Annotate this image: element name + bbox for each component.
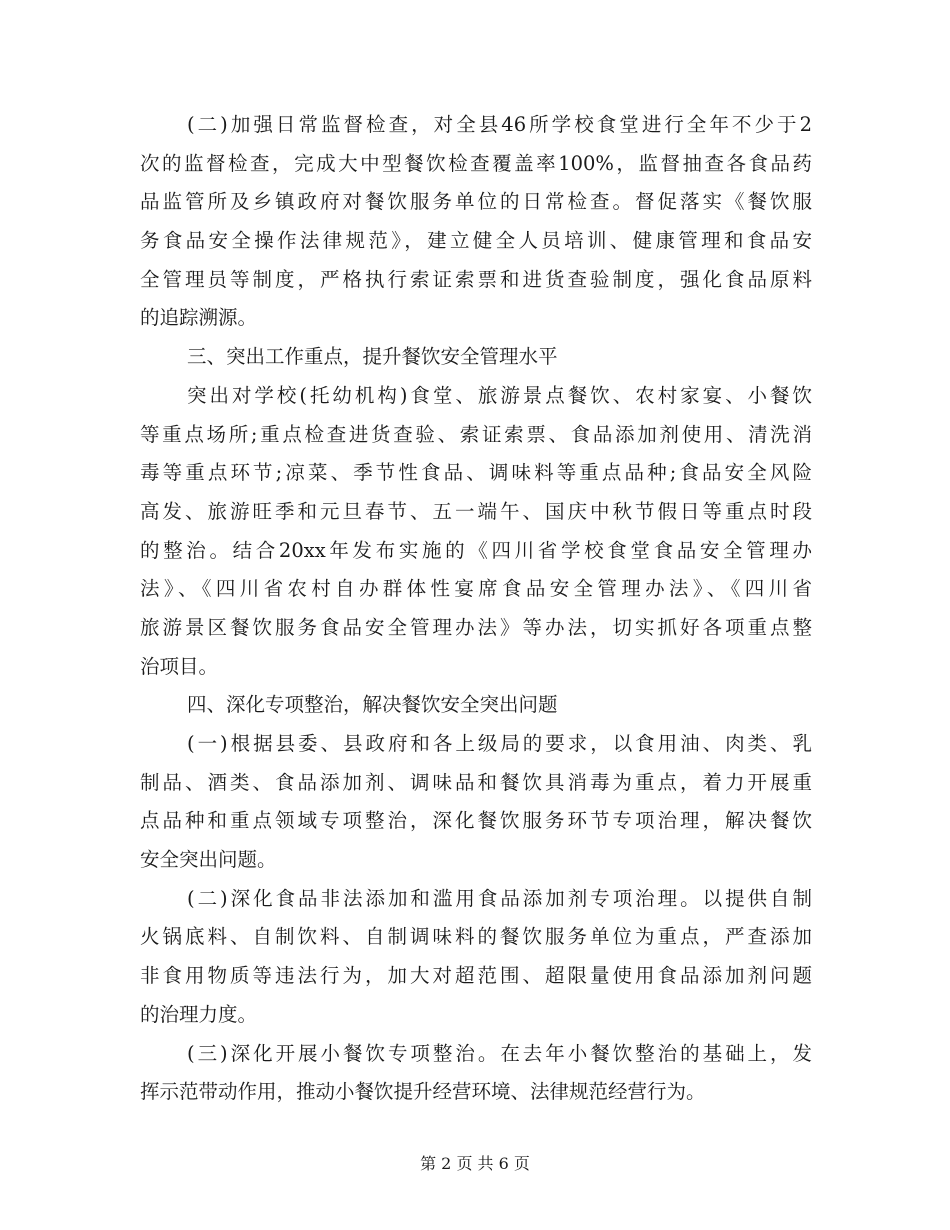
text-line: 安全突出问题。 <box>140 848 277 872</box>
text-line: 品监管所及乡镇政府对餐饮服务单位的日常检查。督促落实《餐饮服 <box>140 190 812 214</box>
text-line: 的整治。结合20xx年发布实施的《四川省学校食堂食品安全管理办 <box>140 538 812 562</box>
text-line: 法》、《四川省农村自办群体性宴席食品安全管理办法》、《四川省 <box>140 577 812 601</box>
text-line: (三)深化开展小餐饮专项整治。在去年小餐饮整治的基础上，发 <box>187 1041 812 1065</box>
text-line: 的追踪溯源。 <box>140 306 258 330</box>
text-line: 四、深化专项整治，解决餐饮安全突出问题 <box>187 693 558 717</box>
text-line: 毒等重点环节;凉菜、季节性食品、调味料等重点品种;食品安全风险 <box>140 461 812 485</box>
text-line: (一)根据县委、县政府和各上级局的要求，以食用油、肉类、乳 <box>187 732 812 755</box>
text-line: 突出对学校(托幼机构)食堂、旅游景点餐饮、农村家宴、小餐饮 <box>187 383 812 407</box>
text-line: 制品、酒类、食品添加剂、调味品和餐饮具消毒为重点，着力开展重 <box>140 770 812 794</box>
text-line: 治项目。 <box>140 654 219 678</box>
text-line: 非食用物质等违法行为，加大对超范围、超限量使用食品添加剂问题 <box>140 964 812 988</box>
text-line: 次的监督检查，完成大中型餐饮检查覆盖率100%，监督抽查各食品药 <box>140 151 812 175</box>
text-line: 等重点场所;重点检查进货查验、索证索票、食品添加剂使用、清洗消 <box>140 422 812 446</box>
text-line: (二)深化食品非法添加和滥用食品添加剂专项治理。以提供自制 <box>187 886 812 910</box>
text-line: 全管理员等制度，严格执行索证索票和进货查验制度，强化食品原料 <box>140 267 812 291</box>
text-line: 挥示范带动作用，推动小餐饮提升经营环境、法律规范经营行为。 <box>140 1080 706 1104</box>
text-line: 的治理力度。 <box>140 1002 258 1026</box>
document-body <box>140 106 812 1112</box>
text-line: 三、突出工作重点，提升餐饮安全管理水平 <box>187 345 558 369</box>
page-number-footer: 第 2 页 共 6 页 <box>420 1154 530 1173</box>
text-line: 火锅底料、自制饮料、自制调味料的餐饮服务单位为重点，严查添加 <box>140 925 812 949</box>
text-line: 高发、旅游旺季和元旦春节、五一端午、国庆中秋节假日等重点时段 <box>140 499 812 523</box>
text-line: 点品种和重点领域专项整治，深化餐饮服务环节专项治理，解决餐饮 <box>140 809 812 833</box>
text-line: 务食品安全操作法律规范》，建立健全人员培训、健康管理和食品安 <box>140 229 812 253</box>
text-line: (二)加强日常监督检查，对全县46所学校食堂进行全年不少于2 <box>187 113 812 136</box>
text-line: 旅游景区餐饮服务食品安全管理办法》等办法，切实抓好各项重点整 <box>140 615 812 639</box>
